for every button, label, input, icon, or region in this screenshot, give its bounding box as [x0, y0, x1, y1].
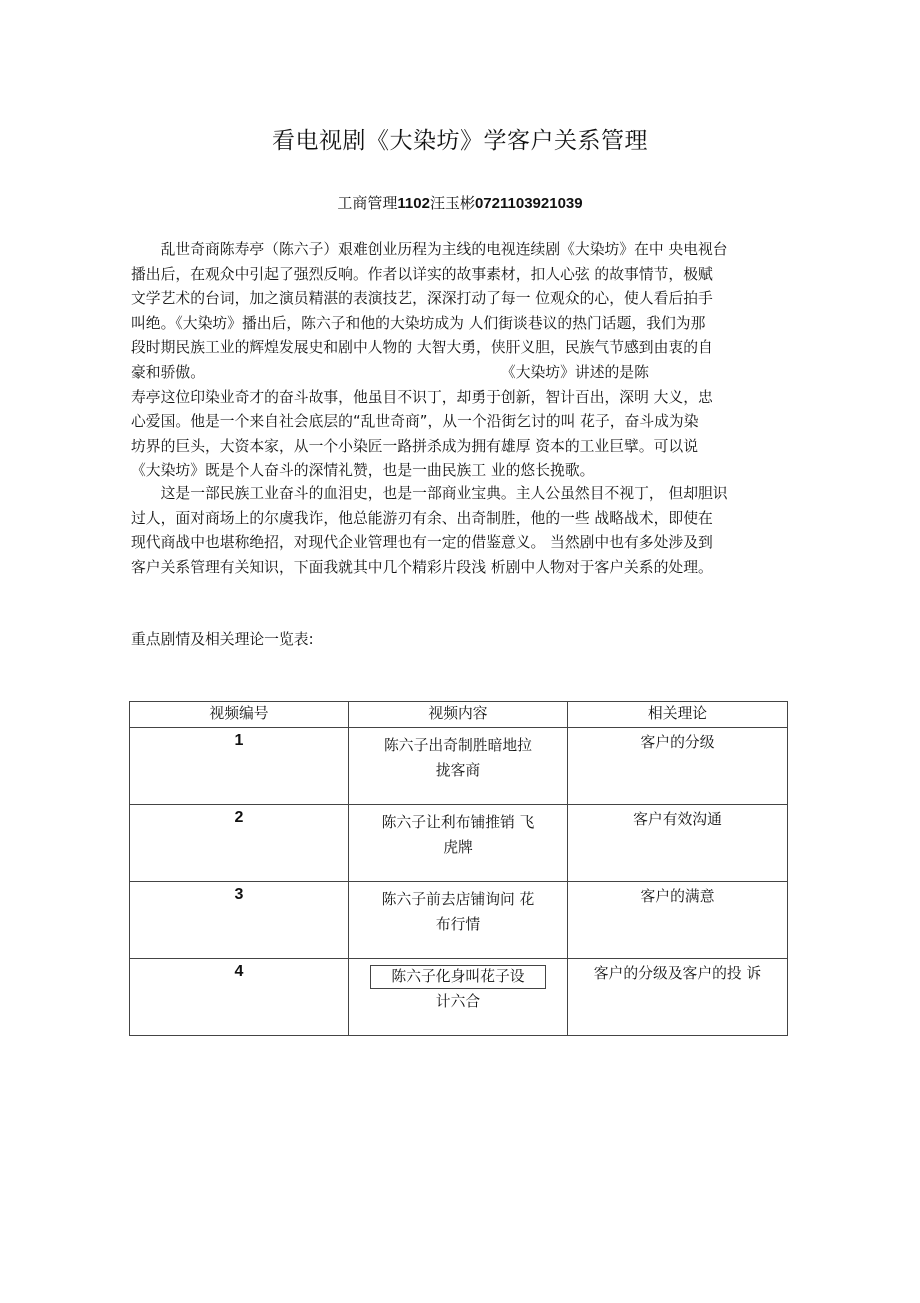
row-number: 2 [130, 805, 349, 882]
author-id: 0721103921039 [474, 195, 583, 212]
paragraph-line: 现代商战中也堪称绝招，对现代企业管理也有一定的借鉴意义。 当然剧中也有多处涉及到 [131, 534, 713, 552]
paragraph-line: 文学艺术的台词，加之演员精湛的表演技艺，深深打动了每一 位观众的心，使人看后拍手 [131, 290, 713, 308]
paragraph-line: 《大染坊》既是个人奋斗的深情礼赞，也是一曲民族工 业的悠长挽歌。 [131, 462, 595, 480]
paragraph-line: 过人，面对商场上的尔虞我诈，他总能游刃有余、出奇制胜，他的一些 战略战术，即使在 [131, 509, 713, 527]
row-content: 陈六子前去店铺询问 花布行情 [349, 882, 568, 959]
document-title: 看电视剧《大染坊》学客户关系管理 [272, 128, 648, 154]
row-theory: 客户的分级 [568, 728, 788, 805]
paragraph-line: 段时期民族工业的辉煌发展史和剧中人物的 大智大勇，侠肝义胆，民族气节感到由衷的自 [131, 339, 713, 357]
row-theory: 客户的满意 [568, 882, 788, 959]
table-row [130, 805, 788, 882]
intro-paragraph [131, 238, 791, 484]
table-row [130, 959, 788, 1036]
row-content: 陈六子出奇制胜暗地拉 拢客商 [349, 728, 568, 805]
paragraph-line: 坊界的巨头，大资本家，从一个小染匠一路拼杀成为拥有雄厚 资本的工业巨擘。可以说 [131, 437, 698, 455]
row-theory: 客户有效沟通 [568, 805, 788, 882]
paragraph-line: 心爱国。他是一个来自社会底层的“乱世奇商”，从一个沿街乞讨的叫 花子，奋斗成为染 [131, 413, 699, 431]
row-number: 1 [130, 728, 349, 805]
header-related-theory: 相关理论 [568, 702, 788, 728]
paragraph-line: 播出后，在观众中引起了强烈反响。作者以详实的故事素材，扣人心弦 的故事情节，极赋 [131, 265, 713, 283]
table-row [130, 728, 788, 805]
paragraph-line: 寿亭这位印染业奇才的奋斗故事，他虽目不识丁，却勇于创新，智计百出，深明 大义，忠 [131, 388, 713, 406]
row-theory: 客户的分级及客户的投 诉 [568, 959, 788, 1036]
row-content-rest: 计六合 [435, 993, 481, 1010]
paragraph-line: 这是一部民族工业奋斗的血泪史，也是一部商业宝典。主人公虽然目不视丁， 但却胆识 [131, 485, 728, 502]
row-number: 3 [130, 882, 349, 959]
table-header-row [130, 702, 788, 728]
table-row [130, 882, 788, 959]
plot-theory-table [129, 701, 788, 1036]
author-major: 工商管理 [337, 194, 398, 212]
paragraph-line: 客户关系管理有关知识，下面我就其中几个精彩片段浅 析剧中人物对于客户关系的处理。 [131, 558, 713, 576]
row-content: 陈六子让利布铺推销 飞虎牌 [349, 805, 568, 882]
table-caption: 重点剧情及相关理论一览表: [131, 631, 314, 648]
row-number: 4 [130, 959, 349, 1036]
author-line [0, 191, 920, 216]
author-name: 汪玉彬 [429, 194, 475, 212]
second-paragraph [131, 482, 791, 580]
paragraph-line: 叫绝。《大染坊》播出后，陈六子和他的大染坊成为 人们街谈巷议的热门话题，我们为那 [131, 314, 706, 332]
paragraph-line: 豪和骄傲。 《大染坊》讲述的是陈 [131, 363, 649, 381]
boxed-text: 陈六子化身叫花子设 [370, 965, 545, 989]
row-content [349, 959, 568, 1036]
header-video-content: 视频内容 [349, 702, 568, 728]
paragraph-line: 乱世奇商陈寿亭（陈六子）艰难创业历程为主线的电视连续剧《大染坊》在中 央电视台 [131, 241, 728, 258]
author-class: 1102 [397, 195, 430, 212]
header-video-number: 视频编号 [130, 702, 349, 728]
